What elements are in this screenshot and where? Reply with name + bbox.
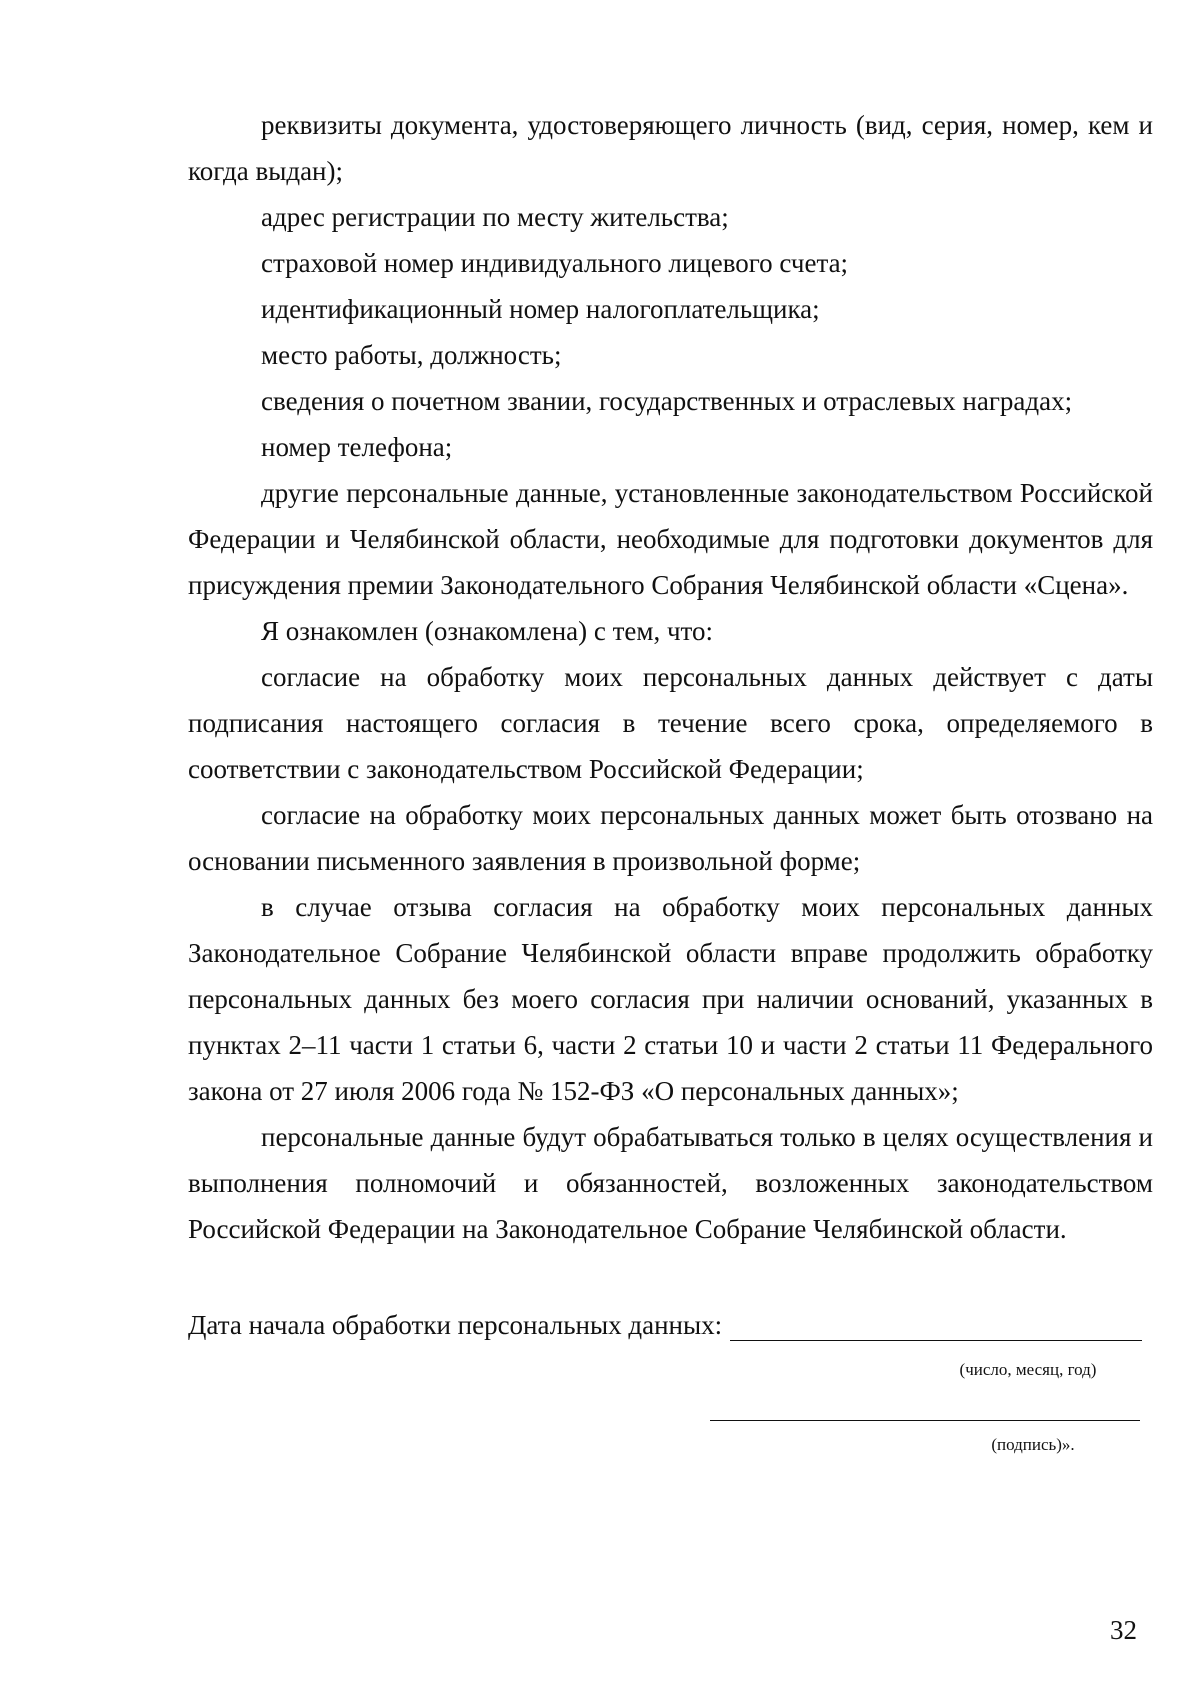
paragraph-processing-purpose: персональные данные будут обрабатываться только в целях осуществления и выполнения полномочий и обязанностей, возложенных законодательством Российской Федерации на Законодательное Собрание Челябинской области.	[188, 1122, 1153, 1244]
paragraph-insurance-number: страховой номер индивидуального лицевого счета;	[261, 248, 849, 278]
document-body	[188, 102, 1153, 1252]
signature-hint: (подпись)».	[991, 1435, 1075, 1454]
page-number: 32	[1110, 1615, 1137, 1645]
paragraph-consent-revocation: согласие на обработку моих персональных данных может быть отозвано на основании письменного заявления в произвольной форме;	[188, 800, 1153, 876]
date-row	[188, 1310, 1153, 1341]
paragraph-awards: сведения о почетном звании, государственных и отраслевых наградах;	[261, 386, 1073, 416]
date-label: Дата начала обработки персональных данных:	[188, 1310, 723, 1340]
date-field-line	[730, 1316, 1142, 1341]
paragraph-acknowledgement: Я ознакомлен (ознакомлена) с тем, что:	[261, 616, 713, 646]
signature-line	[710, 1420, 1140, 1421]
paragraph-workplace: место работы, должность;	[261, 340, 562, 370]
date-hint: (число, месяц, год)	[959, 1360, 1097, 1379]
paragraph-document-details: реквизиты документа, удостоверяющего личность (вид, серия, номер, кем и когда выдан);	[188, 110, 1153, 186]
paragraph-revocation-consequences: в случае отзыва согласия на обработку моих персональных данных Законодательное Собрание Челябинской области вправе продолжить обработку персональных данных без моего согласия при наличии оснований, указанных в пунктах 2–11 части 1 статьи 6, части 2 статьи 10 и части 2 статьи 11 Федерального закона от 27 июля 2006 года № 152-ФЗ «О персональных данных»;	[188, 892, 1153, 1106]
signature-block	[188, 1310, 1153, 1454]
paragraph-phone: номер телефона;	[261, 432, 453, 462]
paragraph-registration-address: адрес регистрации по месту жительства;	[261, 202, 729, 232]
paragraph-taxpayer-number: идентификационный номер налогоплательщика;	[261, 294, 820, 324]
paragraph-other-data: другие персональные данные, установленные законодательством Российской Федерации и Челябинской области, необходимые для подготовки документов для присуждения премии Законодательного Собрания Челябинской области «Сцена».	[188, 478, 1153, 600]
paragraph-consent-duration: согласие на обработку моих персональных данных действует с даты подписания настоящего согласия в течение всего срока, определяемого в соответствии с законодательством Российской Федерации;	[188, 662, 1153, 784]
